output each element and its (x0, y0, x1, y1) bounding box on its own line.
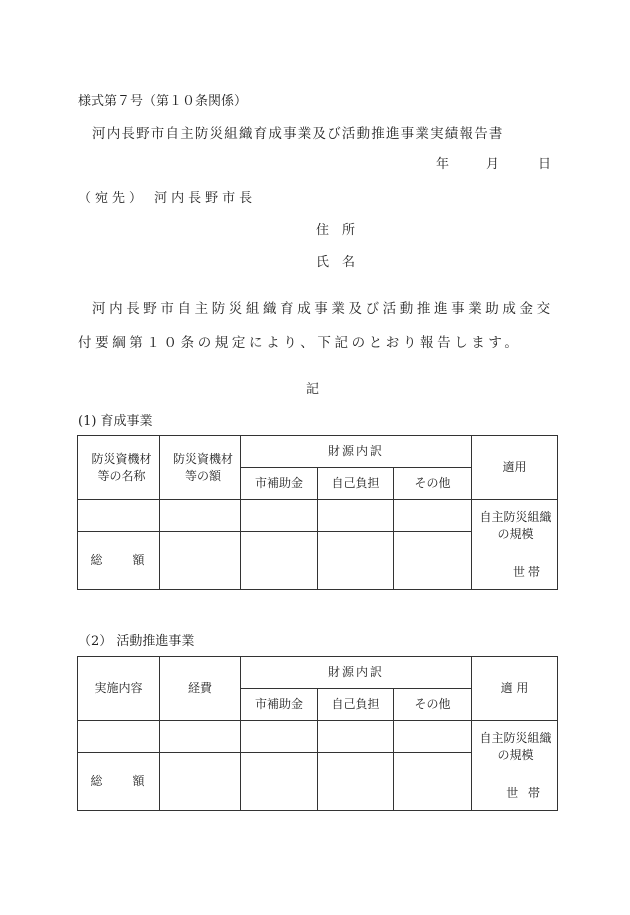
s1-total-amount[interactable] (160, 532, 241, 590)
s2-tekiyo-header: 適 用 (472, 657, 558, 721)
s1-setai-label: 世帯 (513, 564, 544, 579)
s1-amount-cell[interactable] (160, 500, 241, 532)
body-line-1: 河内長野市自主防災組織育成事業及び活動推進事業助成金交 (92, 301, 554, 317)
section1-heading: (1) 育成事業 (78, 414, 153, 429)
date-month-label: 月 (486, 157, 500, 172)
s2-col1-header: 実施内容 (78, 657, 160, 721)
s1-sub-self-burden: 自己負担 (318, 468, 394, 500)
s2-self-cell[interactable] (318, 721, 394, 753)
s2-content-cell[interactable] (78, 721, 160, 753)
s2-other-cell[interactable] (394, 721, 472, 753)
section2-heading: （2） 活動推進事業 (78, 634, 195, 649)
s1-sub-city-subsidy: 市補助金 (241, 468, 318, 500)
name-label: 氏 名 (316, 255, 356, 270)
s2-col2-header: 経費 (160, 657, 241, 721)
s2-total-cost[interactable] (160, 753, 241, 811)
s2-total-self[interactable] (318, 753, 394, 811)
s2-funding-header: 財源内訳 (241, 657, 472, 689)
addressee: （宛先） 河内長野市長 (78, 191, 257, 206)
s1-total-self[interactable] (318, 532, 394, 590)
s1-sub-other: その他 (394, 468, 472, 500)
s1-city-cell[interactable] (241, 500, 318, 532)
s2-setai-label: 世 帯 (506, 785, 544, 800)
s1-self-cell[interactable] (318, 500, 394, 532)
s1-total-label: 総 額 (78, 532, 160, 590)
form-number: 様式第７号（第１０条関係） (78, 94, 248, 109)
s1-org-scale-cell: 自主防災組織 の規模 世帯 (472, 500, 558, 590)
s2-total-city[interactable] (241, 753, 318, 811)
s1-col2-header: 防災資機材 等の額 (160, 436, 241, 500)
address-label: 住 所 (316, 223, 356, 238)
s2-org-scale-cell: 自主防災組織 の規模 世 帯 (472, 721, 558, 811)
s1-name-cell[interactable] (78, 500, 160, 532)
section1-table (77, 435, 558, 590)
s1-total-city[interactable] (241, 532, 318, 590)
s1-col1-header: 防災資機材 等の名称 (78, 436, 160, 500)
ki-heading: 記 (306, 382, 320, 397)
s1-tekiyo-header: 適用 (472, 436, 558, 500)
s2-sub-city-subsidy: 市補助金 (241, 689, 318, 721)
s1-total-other[interactable] (394, 532, 472, 590)
s2-cost-cell[interactable] (160, 721, 241, 753)
document-title: 河内長野市自主防災組織育成事業及び活動推進事業実績報告書 (92, 126, 504, 142)
s2-sub-self-burden: 自己負担 (318, 689, 394, 721)
s2-total-label: 総 額 (78, 753, 160, 811)
s1-funding-header: 財源内訳 (241, 436, 472, 468)
s2-sub-other: その他 (394, 689, 472, 721)
date-day-label: 日 (538, 157, 552, 172)
s1-other-cell[interactable] (394, 500, 472, 532)
s2-city-cell[interactable] (241, 721, 318, 753)
section2-table (77, 656, 558, 811)
body-line-2: 付要綱第１０条の規定により、下記のとおり報告します。 (78, 335, 522, 351)
s2-total-other[interactable] (394, 753, 472, 811)
date-year-label: 年 (436, 157, 450, 172)
